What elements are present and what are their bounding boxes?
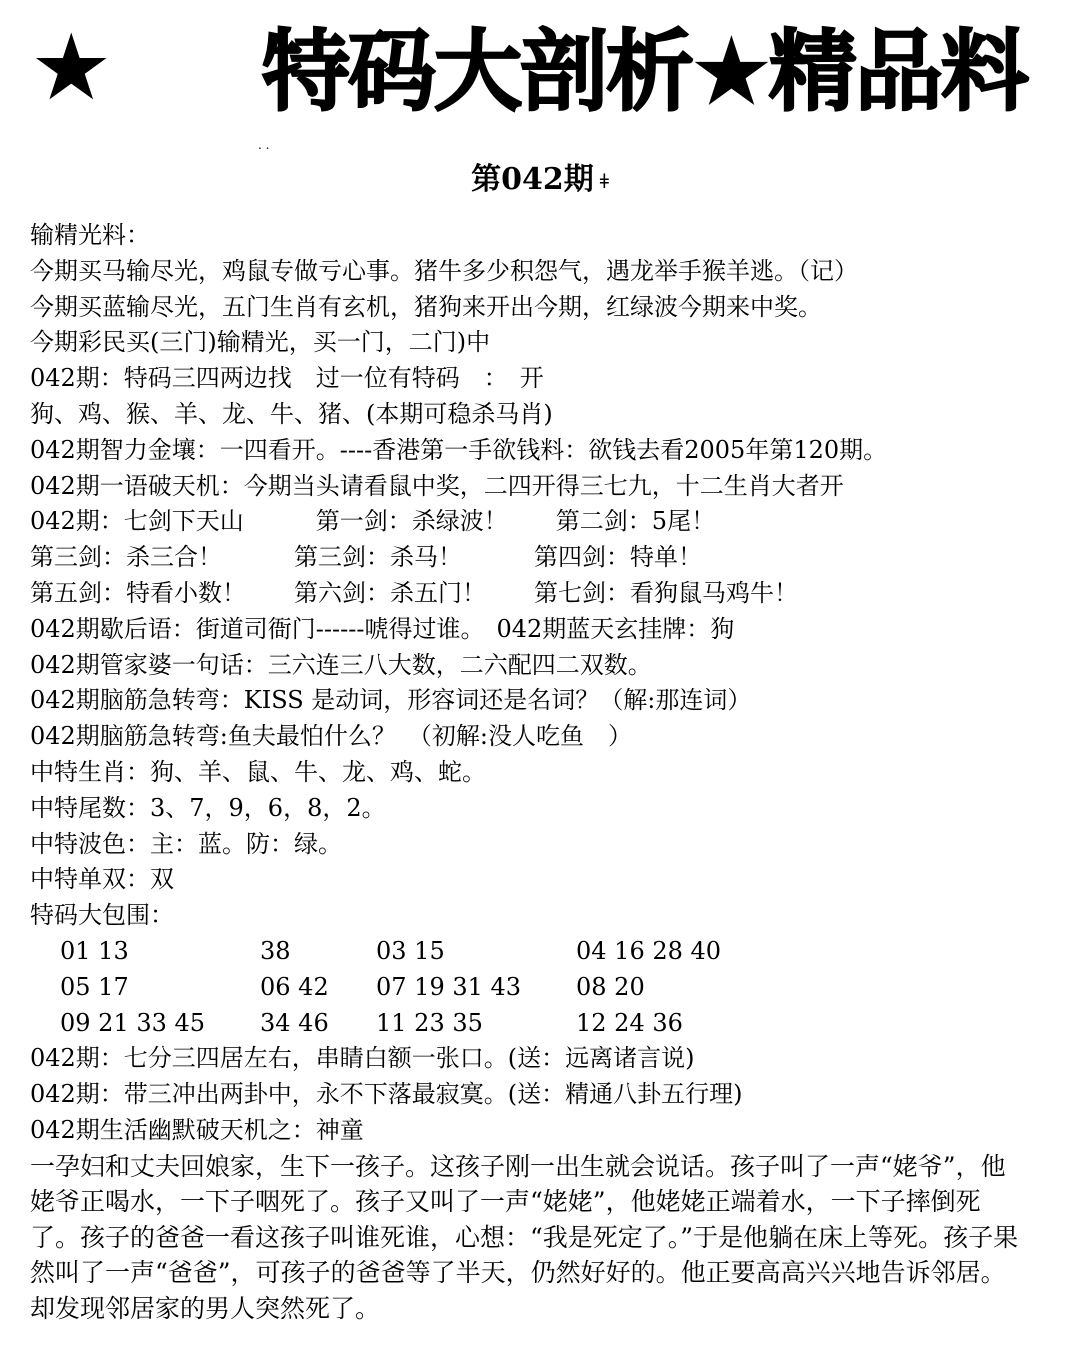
text-line: 第三剑：杀三合！ 第三剑：杀马！ 第四剑：特单！ xyxy=(30,543,702,572)
decorative-dots: . . xyxy=(258,138,270,152)
content xyxy=(30,218,1060,1326)
issue-mark: ǂ xyxy=(599,169,609,193)
text-line: 中特波色：主：蓝。防：绿。 xyxy=(30,829,342,858)
grid-row xyxy=(60,934,1060,970)
grid-row xyxy=(60,1006,1060,1042)
text-line: 042期脑筋急转弯:鱼夫最怕什么？ （初解:没人吃鱼 ） xyxy=(30,722,632,751)
grid-cell: 34 46 xyxy=(260,1008,329,1037)
text-line: 042期：七剑下天山 第一剑：杀绿波！ 第二剑：5尾！ xyxy=(30,507,716,536)
text-line: 狗、鸡、猴、羊、龙、牛、猪、(本期可稳杀马肖) xyxy=(30,399,553,428)
text-line: 特码大包围： xyxy=(30,901,174,930)
grid-cell: 06 42 xyxy=(260,972,329,1001)
text-line: 中特尾数：3、7，9，6，8，2。 xyxy=(30,793,386,822)
text-line: 042期：七分三四居左右，串睛白额一张口。(送：远离诸言说) xyxy=(30,1044,695,1073)
grid-cell: 04 16 28 40 xyxy=(576,936,722,965)
text-line: 今期买马输尽光，鸡鼠专做亏心事。猪牛多少积怨气，遇龙举手猴羊逃。（记） xyxy=(30,256,858,285)
grid-cell: 11 23 35 xyxy=(376,1008,483,1037)
text-line: 042期脑筋急转弯：KISS 是动词，形容词还是名词？（解:那连词） xyxy=(30,686,752,715)
text-line: 042期一语破天机：今期当头请看鼠中奖，二四开得三七九，十二生肖大者开 xyxy=(30,471,844,500)
text-line: 第五剑：特看小数！ 第六剑：杀五门！ 第七剑：看狗鼠马鸡牛！ xyxy=(30,578,798,607)
grid-cell: 09 21 33 45 xyxy=(60,1008,206,1037)
text-line: 042期管家婆一句话：三六连三八大数，二六配四二双数。 xyxy=(30,650,652,679)
text-line: 042期歇后语：街道司衙门------唬得过谁。 042期蓝天玄挂牌：狗 xyxy=(30,614,735,643)
section-heading: 输精光料： xyxy=(30,221,150,249)
grid-cell: 01 13 xyxy=(60,936,129,965)
page-title: 特码大剖析★精品料 xyxy=(262,20,1027,123)
text-line: 今期买蓝输尽光，五门生肖有玄机，猪狗来开出今期，红绿波今期来中奖。 xyxy=(30,292,822,321)
header xyxy=(0,0,1080,150)
grid-cell: 38 xyxy=(260,936,291,965)
story-paragraph: 一孕妇和丈夫回娘家，生下一孩子。这孩子刚一出生就会说话。孩子叫了一声“姥爷”，他姥爷正喝水，一下子咽死了。孩子又叫了一声“姥姥”，他姥姥正端着水，一下子摔倒死了。孩子的爸爸一看这孩子叫谁死谁，心想：“我是死定了。”于是他躺在床上等死。孩子果然叫了一声“爸爸”，可孩子的爸爸等了半天，仍然好好的。他正要高高兴兴地告诉邻居。却发现邻居家的男人突然死了。 xyxy=(30,1151,1019,1323)
grid-cell: 12 24 36 xyxy=(576,1008,683,1037)
text-line: 042期生活幽默破天机之：神童 xyxy=(30,1115,364,1144)
text-line: 042期：特码三四两边找 过一位有特码 ： 开 xyxy=(30,364,544,393)
issue-number xyxy=(0,154,1080,198)
text-line: 今期彩民买(三门)输精光，买一门，二门)中 xyxy=(30,328,491,357)
grid-cell: 03 15 xyxy=(376,936,445,965)
text-line: 中特生肖：狗、羊、鼠、牛、龙、鸡、蛇。 xyxy=(30,757,486,786)
grid-cell: 05 17 xyxy=(60,972,129,1001)
grid-row xyxy=(60,970,1060,1006)
number-grid xyxy=(60,934,1060,1041)
star-icon: ★ xyxy=(30,14,113,121)
grid-cell: 07 19 31 43 xyxy=(376,972,522,1001)
issue-label: 第042期 xyxy=(471,162,594,197)
text-line: 042期：带三冲出两卦中，永不下落最寂寞。(送：精通八卦五行理) xyxy=(30,1080,743,1109)
text-line: 中特单双：双 xyxy=(30,865,174,894)
text-line: 042期智力金壤：一四看开。----香港第一手欲钱料：欲钱去看2005年第120期。 xyxy=(30,435,888,464)
grid-cell: 08 20 xyxy=(576,972,645,1001)
